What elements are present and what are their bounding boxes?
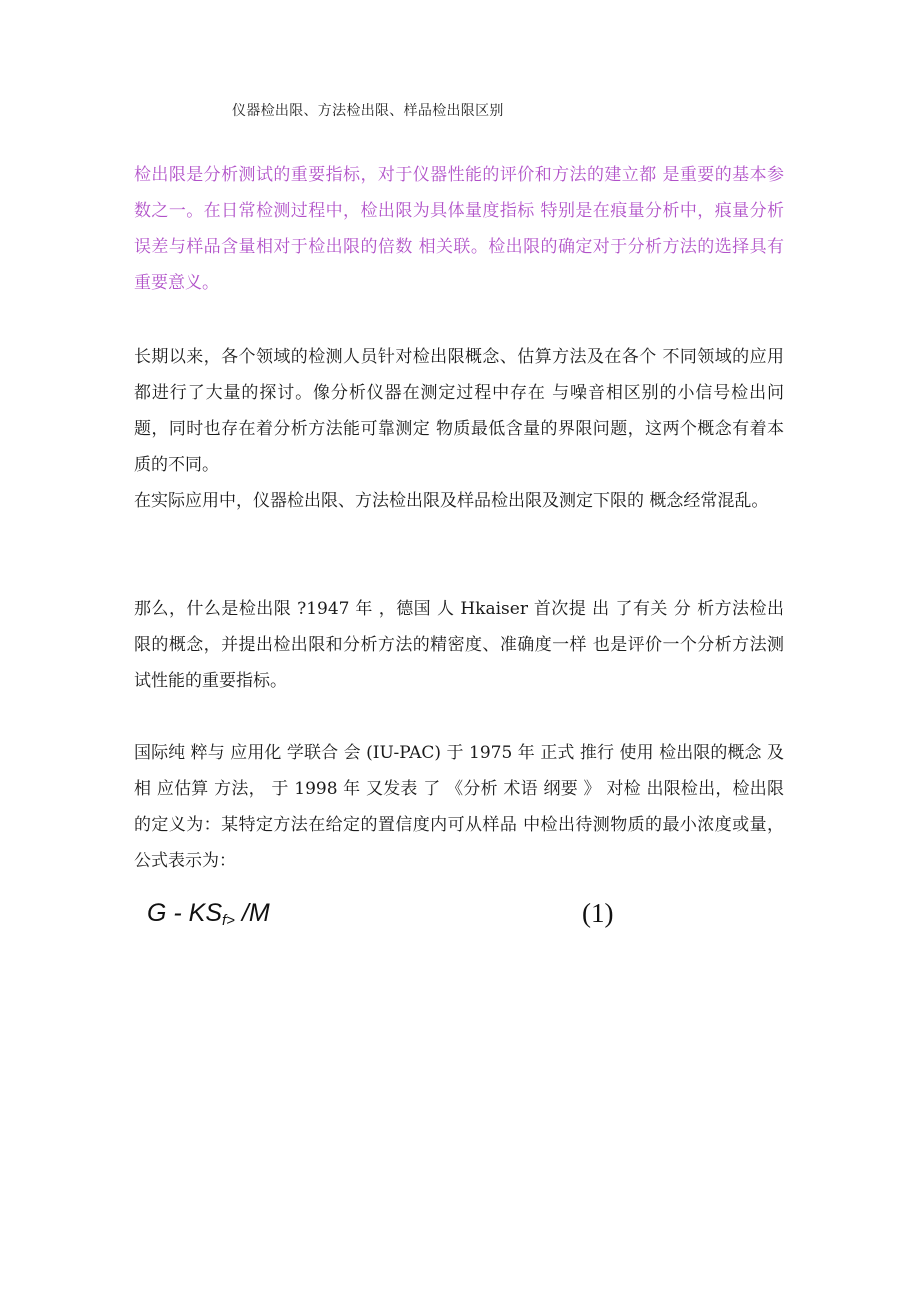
paragraph-confusion: 在实际应用中，仪器检出限、方法检出限及样品检出限及测定下限的 概念经常混乱。 [134,491,769,511]
paragraph-kaiser: 那么，什么是检出限 ?1947 年 ，德国 人 Hkaiser 首次提 出 了有关 分 析方法检出限的概念，并提出检出限和分析方法的精密度、准确度一样 也是评价一个分析方法测试性能的重要指标。 [134,599,784,691]
equation-number: (1) [582,898,614,928]
paragraph-iupac-definition: 国际纯 粹与 应用化 学联合 会 (IU-PAC) 于 1975 年 正式 推行 使用 检出限的概念 及相 应估算 方法， 于 1998 年 又发表 了 《分析 术语 纲要 》 对检 出限检出，检出限的定义为：某特定方法在给定的置信度内可从样品 中检出待测物质的最小浓度或量，公式表示为： [134,743,784,871]
paragraph-intro: 检出限是分析测试的重要指标，对于仪器性能的评价和方法的建立都 是重要的基本参数之一。在日常检测过程中，检出限为具体量度指标 特别是在痕量分析中，痕量分析误差与样品含量相对于检出限的倍数 相关联。检出限的确定对于分析方法的选择具有重要意义。 [134,165,784,293]
formula-tail: /M [234,899,270,927]
paragraph-history: 长期以来，各个领域的检测人员针对检出限概念、估算方法及在各个 不同领域的应用都进行了大量的探讨。像分析仪器在测定过程中存在 与噪音相区别的小信号检出问题，同时也存在着分析方法能可靠测定 物质最低含量的界限问题，这两个概念有着本质的不同。 [134,347,784,475]
formula [147,893,270,941]
formula-subscript: f> [222,912,235,929]
document-title: 仪器检出限、方法检出限、样品检出限区别 [232,103,504,119]
formula-main: G - KS [147,899,223,927]
